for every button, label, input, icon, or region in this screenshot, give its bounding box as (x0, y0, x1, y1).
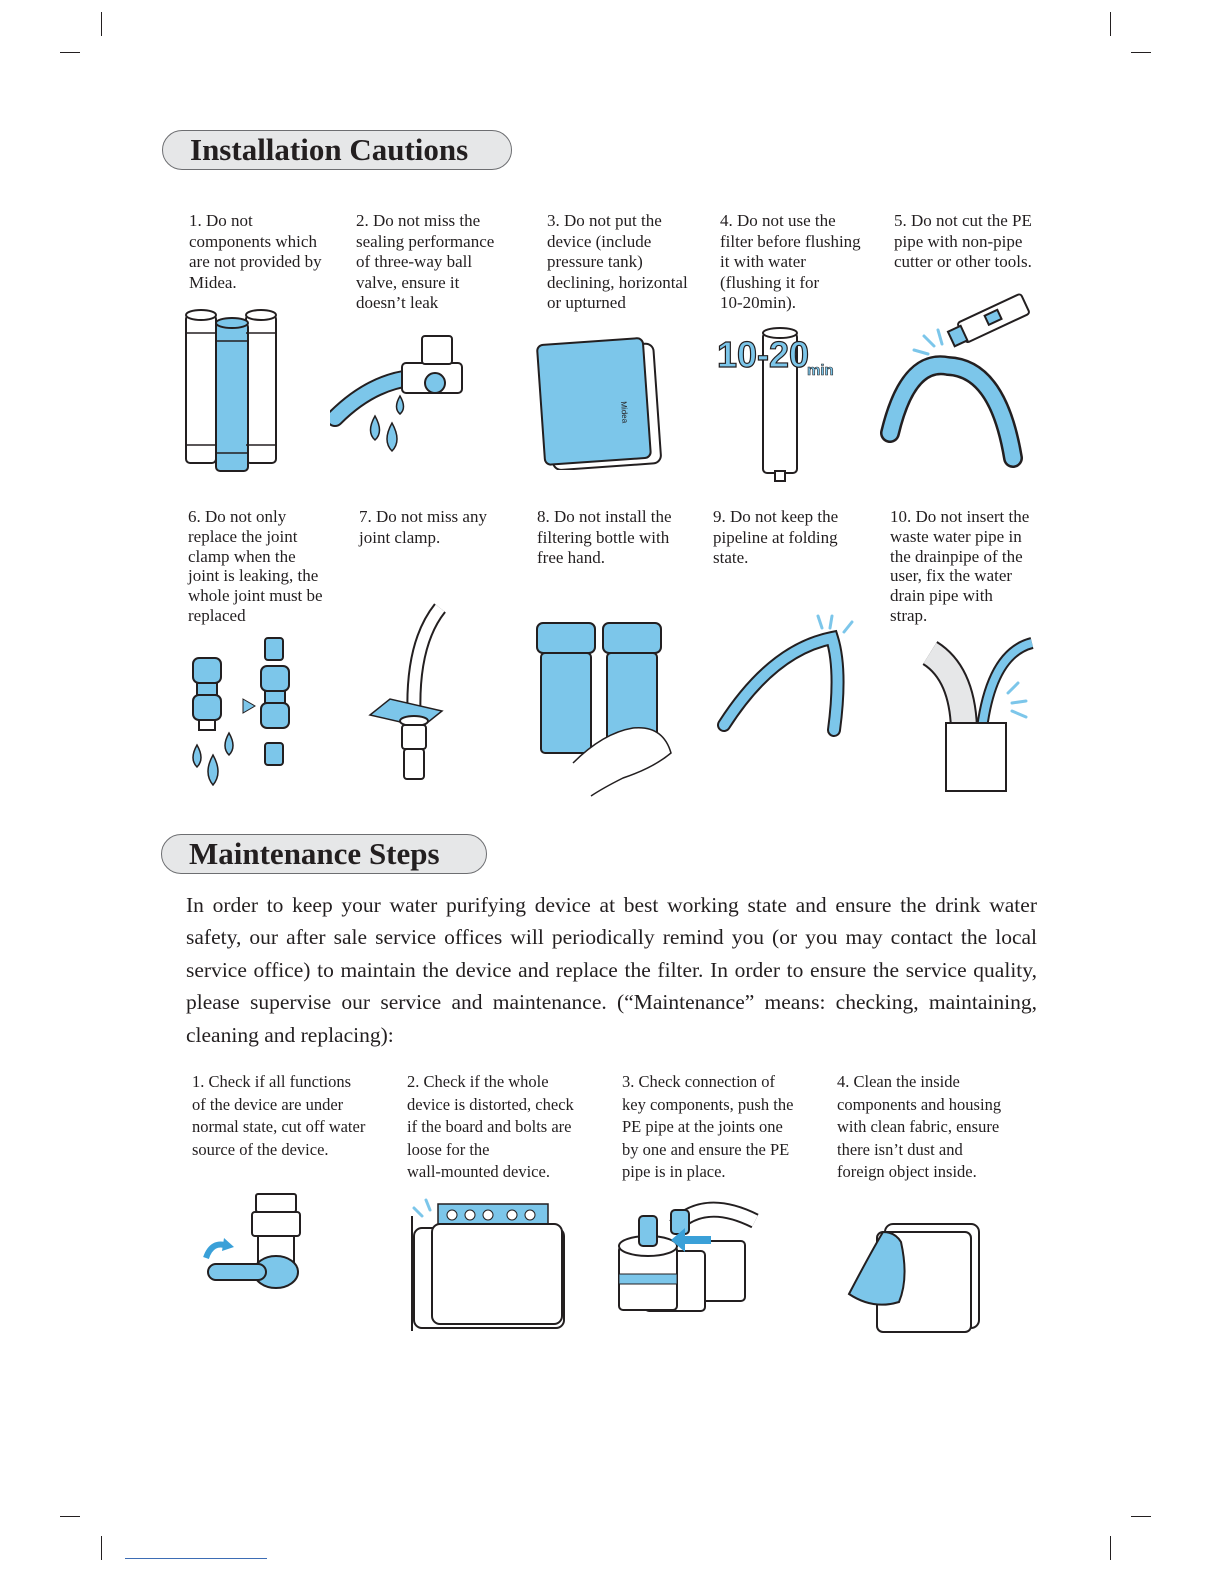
push-pipe-icon (615, 1196, 770, 1316)
section-header-maintenance (161, 834, 487, 874)
folded-pipe-icon (712, 610, 862, 740)
drain-pipe-icon (912, 633, 1042, 798)
joint-replace-icon (185, 633, 315, 793)
caution-text-6: 6. Do not only replace the joint clamp when the joint is leaking, the whole joint must be replaced (188, 507, 323, 625)
caution-text-3: 3. Do not put the device (include pressure tank) declining, horizontal or upturned (547, 211, 688, 312)
caution-text-7: 7. Do not miss any joint clamp. (359, 507, 487, 547)
maintenance-step-1: 1. Check if all functions of the device are under normal state, cut off water source of the device. (192, 1072, 366, 1159)
pipe-cutter-icon (878, 288, 1038, 468)
ball-valve-leak-icon (330, 328, 475, 458)
crop-mark (1131, 52, 1151, 53)
footer-rule (125, 1558, 267, 1559)
section-title: Installation Cautions (190, 132, 469, 167)
maintenance-step-2: 2. Check if the whole device is distorted, check if the board and bolts are loose for the wall-mounted device. (407, 1072, 574, 1181)
flush-time-badge: 10-20 (717, 334, 810, 375)
flush-time-unit: min (807, 362, 834, 379)
crop-mark (101, 1536, 102, 1560)
caution-text-2: 2. Do not miss the sealing performance of three-way ball valve, ensure it doesn’t leak (356, 211, 495, 312)
maintenance-intro: In order to keep your water purifying device at best working state and ensure the drink water safety, our after sale service offices will periodically remind you (or you may contact the local service office) to maintain the device and replace the filter. In order to ensure the service quality, please supervise our service and maintenance. (“Maintenance” means: checking, maintaining, cleaning and replacing): (186, 893, 1037, 1047)
caution-text-10: 10. Do not insert the waste water pipe in the drainpipe of the user, fix the water drain pipe with strap. (890, 507, 1030, 625)
caution-text-8: 8. Do not install the filtering bottle with free hand. (537, 507, 672, 567)
joint-clamp-icon (362, 603, 472, 788)
caution-text-4: 4. Do not use the filter before flushing it with water (flushing it for 10-20min). (720, 211, 861, 312)
crop-mark (60, 52, 80, 53)
caution-text-5: 5. Do not cut the PE pipe with non-pipe cutter or other tools. (894, 211, 1032, 271)
section-header-installation (162, 130, 512, 170)
clean-cloth-icon (843, 1218, 983, 1338)
device-logo: Midea (619, 401, 630, 424)
crop-mark (1110, 1536, 1111, 1560)
crop-mark (1131, 1516, 1151, 1517)
tilted-device-icon (535, 335, 665, 470)
section-title: Maintenance Steps (189, 836, 440, 871)
crop-mark (101, 12, 102, 36)
crop-mark (1110, 12, 1111, 36)
maintenance-step-4: 4. Clean the inside components and housing with clean fabric, ensure there isn’t dust and foreign object inside. (837, 1072, 1002, 1181)
crop-mark (60, 1516, 80, 1517)
maintenance-step-3: 3. Check connection of key components, push the PE pipe at the joints one by one and ensure the PE pipe is in place. (622, 1072, 794, 1181)
caution-text-1: 1. Do not components which are not provided by Midea. (189, 211, 322, 292)
filter-cartridges-icon (180, 305, 290, 475)
valve-turn-icon (196, 1190, 311, 1300)
hand-bottle-icon (533, 613, 683, 798)
caution-text-9: 9. Do not keep the pipeline at folding state. (713, 507, 839, 567)
wall-mounted-device-icon (408, 1196, 573, 1336)
flush-filter-icon (715, 325, 855, 485)
